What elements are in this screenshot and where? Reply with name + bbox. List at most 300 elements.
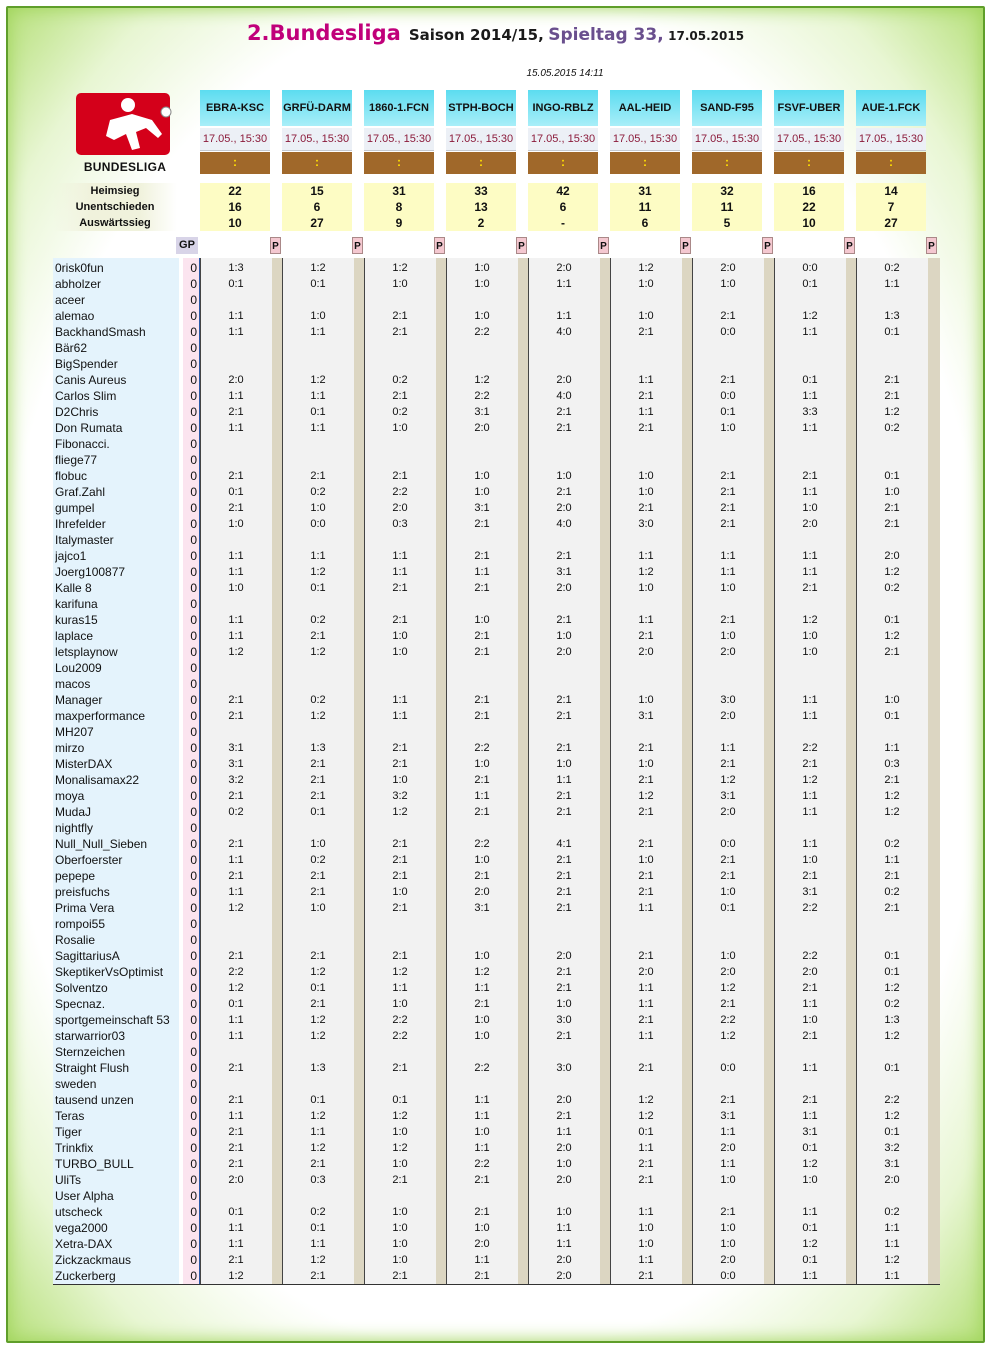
tip-cell: 2:0 — [802, 966, 818, 978]
tip-cell: 2:2 — [392, 1030, 408, 1042]
tip-cell: 3:1 — [802, 886, 818, 898]
tip-cell: 2:1 — [228, 838, 244, 850]
tip-cell: 0:0 — [802, 262, 818, 274]
tip-cell: 0:2 — [884, 838, 900, 850]
home-win-count: 31 — [610, 183, 680, 199]
tip-cell: 2:2 — [228, 966, 244, 978]
tip-cell: 1:1 — [228, 614, 244, 626]
player-name: sweden — [55, 1077, 97, 1091]
table-row — [53, 820, 939, 836]
tip-cell: 2:1 — [392, 902, 408, 914]
home-win-count: 22 — [200, 183, 270, 199]
tip-cell: 2:1 — [802, 470, 818, 482]
table-row — [53, 388, 939, 404]
tip-cell: 1:1 — [720, 550, 736, 562]
tip-cell: 0:1 — [884, 326, 900, 338]
tip-cell: 1:2 — [884, 982, 900, 994]
points-button[interactable]: P — [516, 237, 527, 254]
tip-cell: 3:1 — [228, 742, 244, 754]
tip-cell: 2:1 — [228, 790, 244, 802]
player-name: UliTs — [55, 1173, 81, 1187]
match-code: EBRA-KSC — [200, 90, 270, 126]
tip-cell: 1:1 — [802, 790, 818, 802]
tip-cell: 0:1 — [310, 806, 326, 818]
tip-cell: 1:1 — [228, 550, 244, 562]
table-row — [53, 1236, 939, 1252]
draw-label: Unentschieden — [53, 199, 177, 215]
tip-cell: 2:0 — [720, 710, 736, 722]
tip-cell: 1:1 — [228, 1110, 244, 1122]
match-code: AAL-HEID — [610, 90, 680, 126]
tip-cell: 1:1 — [474, 982, 490, 994]
tip-cell: 2:1 — [556, 422, 572, 434]
player-name: Xetra-DAX — [55, 1237, 113, 1251]
gp-value: 0 — [190, 373, 197, 387]
tip-cell: 1:0 — [638, 470, 654, 482]
tip-cell: 2:1 — [638, 1014, 654, 1026]
tip-cell: 1:1 — [802, 566, 818, 578]
tip-cell: 1:1 — [802, 998, 818, 1010]
player-name: BackhandSmash — [55, 325, 146, 339]
player-name: Graf.Zahl — [55, 485, 106, 499]
draw-count: 6 — [528, 199, 598, 215]
tip-cell: 1:0 — [720, 1222, 736, 1234]
tip-cell: 0:1 — [638, 1126, 654, 1138]
draw-count: 8 — [364, 199, 434, 215]
tip-cell: 2:1 — [228, 1126, 244, 1138]
tip-cell: 3:0 — [720, 694, 736, 706]
points-button[interactable]: P — [352, 237, 363, 254]
tip-cell: 2:0 — [884, 1174, 900, 1186]
table-row — [53, 884, 939, 900]
tip-cell: 2:0 — [720, 262, 736, 274]
player-name: Rosalie — [55, 933, 96, 947]
tip-cell: 3:1 — [638, 710, 654, 722]
player-name: fliege77 — [55, 453, 98, 467]
gp-value: 0 — [190, 773, 197, 787]
tip-cell: 2:1 — [228, 1062, 244, 1074]
tip-cell: 1:1 — [556, 310, 572, 322]
league-title: 2.Bundesliga — [246, 21, 401, 45]
tip-cell: 2:1 — [392, 838, 408, 850]
player-name: Oberfoerster — [55, 853, 123, 867]
player-name: Manager — [55, 693, 103, 707]
player-name: jajco1 — [55, 549, 87, 563]
tip-cell: 1:0 — [638, 1222, 654, 1234]
tip-cell: 2:1 — [310, 630, 326, 642]
tip-cell: 2:1 — [720, 614, 736, 626]
away-win-label: Auswärtssieg — [53, 215, 177, 231]
tip-cell: 1:1 — [556, 774, 572, 786]
table-row — [53, 1204, 939, 1220]
tip-cell: 1:1 — [310, 550, 326, 562]
tip-cell: 0:3 — [884, 758, 900, 770]
tip-cell: 1:0 — [802, 646, 818, 658]
tip-cell: 2:1 — [638, 390, 654, 402]
gp-value: 0 — [190, 1237, 197, 1251]
tip-cell: 2:1 — [884, 774, 900, 786]
tip-cell: 2:1 — [556, 614, 572, 626]
tip-cell: 2:1 — [392, 310, 408, 322]
points-button[interactable]: P — [680, 237, 691, 254]
draw-count: 22 — [774, 199, 844, 215]
tip-cell: 2:1 — [310, 790, 326, 802]
tip-cell: 1:0 — [474, 1222, 490, 1234]
tip-cell: 2:1 — [556, 710, 572, 722]
tip-cell: 1:0 — [392, 1222, 408, 1234]
tip-cell: 0:1 — [310, 1094, 326, 1106]
tip-cell: 1:1 — [884, 742, 900, 754]
tip-cell: 0:0 — [720, 326, 736, 338]
tip-cell: 2:1 — [720, 470, 736, 482]
tip-cell: 2:1 — [392, 758, 408, 770]
tip-cell: 2:0 — [474, 1238, 490, 1250]
tip-cell: 1:0 — [638, 758, 654, 770]
table-row — [53, 420, 939, 436]
tip-cell: 1:2 — [310, 262, 326, 274]
table-row — [53, 356, 939, 372]
table-row — [53, 292, 939, 308]
table-row — [53, 836, 939, 852]
gp-value: 0 — [190, 1045, 197, 1059]
logo-text: BUNDESLIGA — [83, 160, 167, 174]
tip-cell: 2:1 — [474, 646, 490, 658]
gp-value: 0 — [190, 1189, 197, 1203]
tip-cell: 1:0 — [392, 774, 408, 786]
tip-cell: 1:1 — [884, 854, 900, 866]
tip-cell: 1:1 — [638, 406, 654, 418]
tip-cell: 1:1 — [556, 1126, 572, 1138]
player-name: Tiger — [55, 1125, 82, 1139]
points-button[interactable]: P — [844, 237, 855, 254]
tip-cell: 0:2 — [392, 406, 408, 418]
tip-cell: 1:3 — [310, 1062, 326, 1074]
table-row — [53, 580, 939, 596]
tip-cell: 2:1 — [638, 502, 654, 514]
tip-cell: 2:1 — [556, 742, 572, 754]
tip-cell: 2:2 — [802, 902, 818, 914]
draw-count: 7 — [856, 199, 926, 215]
tip-cell: 2:0 — [720, 806, 736, 818]
player-name: Canis Aureus — [55, 373, 127, 387]
table-row — [53, 740, 939, 756]
points-button[interactable]: P — [434, 237, 445, 254]
tip-cell: 1:0 — [802, 854, 818, 866]
tip-cell: 1:1 — [228, 422, 244, 434]
gp-value: 0 — [190, 1221, 197, 1235]
tip-cell: 2:1 — [474, 870, 490, 882]
draw-count: 11 — [692, 199, 762, 215]
tip-cell: 0:1 — [884, 470, 900, 482]
tip-cell: 1:2 — [802, 614, 818, 626]
tip-cell: 2:2 — [392, 1014, 408, 1026]
tip-cell: 1:1 — [638, 1254, 654, 1266]
tip-cell: 2:1 — [474, 806, 490, 818]
gp-value: 0 — [190, 981, 197, 995]
draw-count: 16 — [200, 199, 270, 215]
tip-cell: 3:1 — [884, 1158, 900, 1170]
tip-cell: 2:0 — [556, 646, 572, 658]
table-row — [53, 468, 939, 484]
tip-cell: 2:0 — [556, 1270, 572, 1282]
table-row — [53, 1028, 939, 1044]
player-name: Carlos Slim — [55, 389, 117, 403]
gp-value: 0 — [190, 1109, 197, 1123]
tip-cell: 1:1 — [638, 374, 654, 386]
tip-cell: 1:0 — [474, 758, 490, 770]
tip-cell: 2:1 — [720, 310, 736, 322]
tip-cell: 2:1 — [310, 470, 326, 482]
tip-cell: 1:1 — [392, 550, 408, 562]
tip-cell: 1:1 — [802, 486, 818, 498]
tip-cell: 1:2 — [392, 1110, 408, 1122]
tip-cell: 1:1 — [802, 1206, 818, 1218]
tip-cell: 1:0 — [392, 1126, 408, 1138]
tip-cell: 1:1 — [228, 630, 244, 642]
player-name: moya — [55, 789, 85, 803]
table-row — [53, 692, 939, 708]
away-win-count: 9 — [364, 215, 434, 231]
gp-value: 0 — [190, 517, 197, 531]
table-row — [53, 1092, 939, 1108]
tip-cell: 1:2 — [884, 806, 900, 818]
kickoff-time: 17.05., 15:30 — [200, 128, 270, 151]
tip-cell: 1:1 — [474, 790, 490, 802]
points-button[interactable]: P — [598, 237, 609, 254]
tip-cell: 1:1 — [802, 694, 818, 706]
tip-cell: 2:1 — [228, 406, 244, 418]
tip-cell: 2:1 — [884, 870, 900, 882]
tip-cell: 1:1 — [556, 278, 572, 290]
tip-cell: 2:1 — [228, 950, 244, 962]
kickoff-time: 17.05., 15:30 — [364, 128, 434, 151]
tip-cell: 2:2 — [884, 1094, 900, 1106]
home-win-label: Heimsieg — [53, 183, 177, 199]
tip-cell: 1:0 — [638, 278, 654, 290]
player-name: Monalisamax22 — [55, 773, 140, 787]
tip-cell: 2:0 — [720, 966, 736, 978]
tip-cell: 1:0 — [474, 486, 490, 498]
matchday-label: Spieltag 33, — [548, 25, 664, 45]
tip-cell: 0:2 — [884, 582, 900, 594]
tip-cell: 1:1 — [228, 566, 244, 578]
match-code: FSVF-UBER — [774, 90, 844, 126]
tip-cell: 2:0 — [474, 422, 490, 434]
points-button[interactable]: P — [762, 237, 773, 254]
tip-cell: 2:1 — [720, 1206, 736, 1218]
tip-cell: 0:0 — [720, 1062, 736, 1074]
tip-cell: 1:0 — [392, 1254, 408, 1266]
tip-cell: 2:1 — [556, 854, 572, 866]
tip-cell: 2:1 — [556, 1110, 572, 1122]
table-row — [53, 900, 939, 916]
tip-cell: 1:0 — [228, 582, 244, 594]
match-code: GRFÜ-DARM — [282, 90, 352, 126]
tip-cell: 0:1 — [802, 1254, 818, 1266]
table-row — [53, 452, 939, 468]
player-name: MudaJ — [55, 805, 92, 819]
tip-cell: 1:0 — [474, 310, 490, 322]
tip-cell: 1:2 — [638, 566, 654, 578]
tip-cell: 3:1 — [720, 790, 736, 802]
tip-cell: 2:1 — [638, 774, 654, 786]
tip-cell: 1:1 — [638, 982, 654, 994]
tip-cell: 0:2 — [228, 806, 244, 818]
player-name: rompoi55 — [55, 917, 106, 931]
player-name: Kalle 8 — [55, 581, 92, 595]
tip-cell: 2:0 — [556, 1254, 572, 1266]
tip-cell: 0:2 — [884, 1206, 900, 1218]
table-row — [53, 772, 939, 788]
tip-cell: 2:0 — [474, 886, 490, 898]
tip-cell: 1:0 — [556, 998, 572, 1010]
tip-cell: 2:0 — [720, 1142, 736, 1154]
tip-cell: 0:1 — [310, 982, 326, 994]
table-row — [53, 1044, 939, 1060]
player-name: alemao — [55, 309, 95, 323]
tip-cell: 2:0 — [556, 1142, 572, 1154]
player-name: utscheck — [55, 1205, 103, 1219]
gp-value: 0 — [190, 405, 197, 419]
tip-cell: 2:2 — [474, 742, 490, 754]
tip-cell: 1:2 — [802, 774, 818, 786]
player-name: nightfly — [55, 821, 94, 835]
player-name: pepepe — [55, 869, 96, 883]
player-name: abholzer — [55, 277, 102, 291]
tip-cell: 1:1 — [228, 1014, 244, 1026]
tip-cell: 1:2 — [884, 630, 900, 642]
tip-cell: 1:1 — [228, 310, 244, 322]
tip-cell: 3:3 — [802, 406, 818, 418]
gp-value: 0 — [190, 341, 197, 355]
date-label: 17.05.2015 — [668, 29, 745, 43]
tip-cell: 1:1 — [720, 566, 736, 578]
tip-cell: 0:2 — [392, 374, 408, 386]
tip-cell: 2:1 — [638, 1158, 654, 1170]
table-row — [53, 548, 939, 564]
tip-cell: 1:2 — [310, 966, 326, 978]
bundesliga-logo — [70, 90, 180, 180]
tip-cell: 4:1 — [556, 838, 572, 850]
tip-cell: 2:0 — [556, 502, 572, 514]
tip-cell: 1:1 — [802, 550, 818, 562]
tip-cell: 3:0 — [638, 518, 654, 530]
gp-value: 0 — [190, 629, 197, 643]
table-row — [53, 724, 939, 740]
tip-cell: 1:0 — [474, 262, 490, 274]
tip-cell: 2:1 — [392, 614, 408, 626]
table-row — [53, 532, 939, 548]
match-result: : — [200, 152, 270, 174]
points-button[interactable]: P — [270, 237, 281, 254]
tip-cell: 2:0 — [556, 1094, 572, 1106]
tip-cell: 1:1 — [638, 902, 654, 914]
tip-cell: 1:2 — [228, 902, 244, 914]
tip-cell: 1:2 — [228, 646, 244, 658]
tip-cell: 1:0 — [556, 1206, 572, 1218]
table-row — [53, 372, 939, 388]
tip-cell: 2:2 — [720, 1014, 736, 1026]
tip-cell: 1:1 — [474, 566, 490, 578]
tip-cell: 1:1 — [556, 1222, 572, 1234]
tip-cell: 2:1 — [310, 870, 326, 882]
player-name: MH207 — [55, 725, 94, 739]
tip-cell: 1:1 — [310, 1238, 326, 1250]
tip-cell: 2:0 — [556, 1174, 572, 1186]
tip-cell: 1:2 — [228, 1270, 244, 1282]
tip-cell: 2:1 — [556, 982, 572, 994]
player-name: Italymaster — [55, 533, 114, 547]
home-win-count: 16 — [774, 183, 844, 199]
tip-cell: 2:1 — [638, 1270, 654, 1282]
match-result: : — [364, 152, 434, 174]
gp-value: 0 — [190, 1205, 197, 1219]
tip-cell: 3:1 — [228, 758, 244, 770]
gp-value: 0 — [190, 821, 197, 835]
tip-cell: 1:0 — [392, 630, 408, 642]
tip-cell: 3:1 — [474, 902, 490, 914]
gp-value: 0 — [190, 725, 197, 739]
tip-cell: 1:2 — [884, 790, 900, 802]
tip-cell: 2:1 — [310, 1270, 326, 1282]
kickoff-time: 17.05., 15:30 — [774, 128, 844, 151]
tip-cell: 2:0 — [228, 374, 244, 386]
tip-cell: 2:1 — [638, 1062, 654, 1074]
kickoff-time: 17.05., 15:30 — [610, 128, 680, 151]
tip-cell: 1:2 — [310, 1110, 326, 1122]
tip-cell: 1:1 — [392, 566, 408, 578]
tip-cell: 2:1 — [638, 422, 654, 434]
tip-cell: 1:2 — [720, 982, 736, 994]
gp-value: 0 — [190, 421, 197, 435]
tip-cell: 1:1 — [802, 838, 818, 850]
tip-cell: 1:0 — [720, 278, 736, 290]
gp-value: 0 — [190, 1157, 197, 1171]
gp-value: 0 — [190, 453, 197, 467]
tip-cell: 0:1 — [310, 582, 326, 594]
tip-cell: 1:2 — [392, 806, 408, 818]
tip-cell: 2:1 — [884, 502, 900, 514]
table-row — [53, 980, 939, 996]
gp-value: 0 — [190, 565, 197, 579]
gp-value: 0 — [190, 549, 197, 563]
tip-cell: 2:1 — [884, 646, 900, 658]
tip-cell: 1:0 — [556, 758, 572, 770]
kickoff-time: 17.05., 15:30 — [446, 128, 516, 151]
gp-value: 0 — [190, 805, 197, 819]
match-result: : — [610, 152, 680, 174]
tip-cell: 1:1 — [720, 1158, 736, 1170]
tip-cell: 0:1 — [310, 406, 326, 418]
player-name: sportgemeinschaft 53 — [55, 1013, 170, 1027]
tip-cell: 1:0 — [310, 838, 326, 850]
tip-cell: 2:2 — [392, 486, 408, 498]
tip-cell: 1:0 — [720, 1174, 736, 1186]
tip-cell: 0:2 — [884, 886, 900, 898]
tip-cell: 1:1 — [802, 390, 818, 402]
home-win-count: 33 — [446, 183, 516, 199]
tip-cell: 1:1 — [556, 1238, 572, 1250]
tip-cell: 0:1 — [802, 374, 818, 386]
tip-cell: 2:1 — [474, 694, 490, 706]
gp-value: 0 — [190, 741, 197, 755]
points-button[interactable]: P — [926, 237, 937, 254]
tip-cell: 1:0 — [392, 1238, 408, 1250]
match-result: : — [774, 152, 844, 174]
tip-cell: 1:2 — [474, 966, 490, 978]
table-row — [53, 596, 939, 612]
table-row — [53, 612, 939, 628]
